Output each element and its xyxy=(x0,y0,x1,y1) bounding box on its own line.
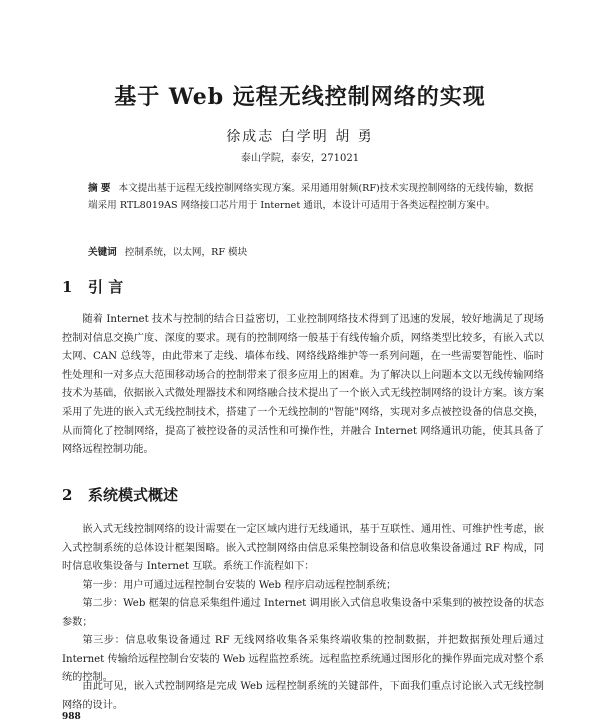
abstract-text: 本文提出基于远程无线控制网络实现方案。采用通用射频(RF)技术实现控制网络的无线传输，数据端采用 RTL8019AS 网络接口芯片用于 Internet 通讯，本设计可适用于各类远程控制方案中。 xyxy=(88,183,534,211)
paper-title: 基于 Web 远程无线控制网络的实现 xyxy=(114,84,486,110)
section-heading-introduction xyxy=(62,276,123,297)
keywords-label: 关键词 xyxy=(88,247,117,258)
paragraph: 随着 Internet 技术与控制的结合日益密切，工业控制网络技术得到了迅速的发展，较好地满足了现场控制对信息交换广度、深度的要求。现有的控制网络一般基于有线传输介质，网络类型比较多，有嵌入式以太网、CAN 总线等，由此带来了走线、墙体布线、网络线路维护等一系列问题，在一些需要智能性、临时性处理和一对多点大范围移动场合的控制带来了很多应用上的困难。为了解决以上问题本文以无线传输网络技术为基础，依据嵌入式微处理器技术和网络融合技术提出了一个嵌入式无线控制网络的设计方案。该方案采用了先进的嵌入式无线控制技术，搭建了一个无线控制的"智能"网络，实现对多点被控设备的信息交换，从而简化了控制网络，提高了被控设备的灵活性和可操作性，并融合 Internet 网络通讯功能，使其具备了网络远程控制功能。 xyxy=(62,314,544,456)
abstract-label: 摘 要 xyxy=(88,183,111,194)
paper-authors: 徐成志 白学明 胡 勇 xyxy=(226,129,374,145)
paragraph: 第二步：Web 框架的信息采集组件通过 Internet 调用嵌入式信息收集设备中采集到的被控设备的状态参数； xyxy=(62,598,544,628)
paragraph: 第一步：用户可通过远程控制台安装的 Web 程序启动远程控制系统； xyxy=(82,580,397,591)
paragraph: 由此可见，嵌入式控制网络是完成 Web 远程控制系统的关键部件，下面我们重点讨论嵌入式无线控制网络的设计。 xyxy=(62,681,544,711)
section-title: 引 言 xyxy=(88,278,124,296)
section-number: 2 xyxy=(62,486,73,504)
paragraph: 第三步：信息收集设备通过 RF 无线网络收集各采集终端收集的控制数据，并把数据预处理后通过 Internet 传输给远程控制台安装的 Web 远程监控系统。远程监控系统通过图形化的操作界面完成对整个系统的控制。 xyxy=(62,635,544,684)
section-number: 1 xyxy=(62,278,73,296)
keywords-text: 控制系统，以太网，RF 模块 xyxy=(124,247,248,258)
paragraph: 嵌入式无线控制网络的设计需要在一定区域内进行无线通讯，基于互联性、通用性、可维护性考虑，嵌入式控制系统的总体设计框架图略。嵌入式控制网络由信息采集控制设备和信息收集设备通过 RF 构成，同时信息收集设备与 Internet 互联。系统工作流程如下： xyxy=(62,524,544,573)
abstract xyxy=(88,180,540,214)
paper-affiliation: 泰山学院，泰安，271021 xyxy=(240,153,360,164)
keywords xyxy=(88,245,540,260)
section-title: 系统模式概述 xyxy=(88,486,179,504)
page-number: 988 xyxy=(62,712,81,722)
section-heading-system-overview xyxy=(62,484,178,505)
